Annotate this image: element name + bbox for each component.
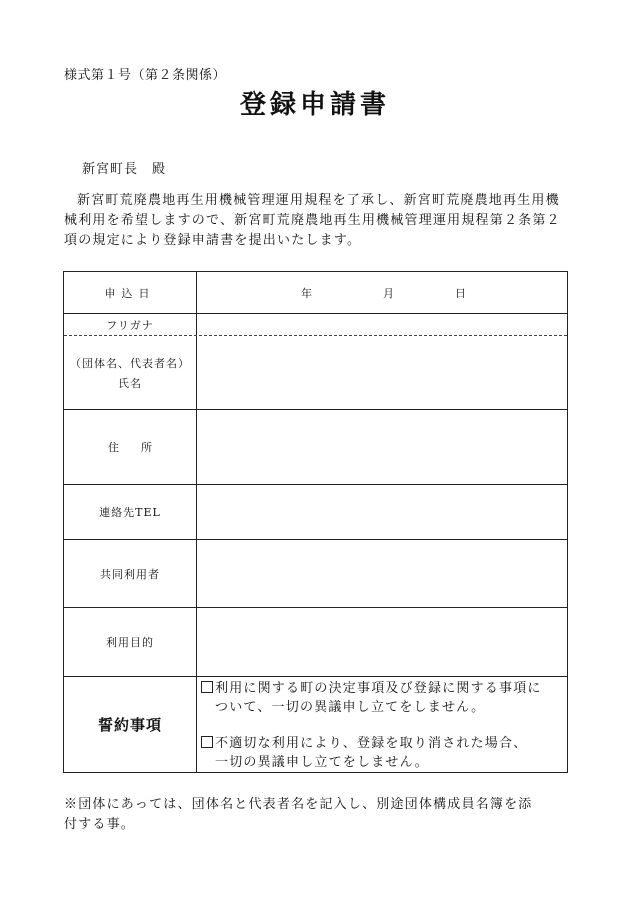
- name-label-cell: [64, 336, 197, 409]
- footnote: [64, 795, 584, 835]
- document-title: 登録申請書: [239, 90, 390, 120]
- name-field[interactable]: [197, 336, 567, 409]
- application-date-field[interactable]: [197, 272, 567, 313]
- checkbox[interactable]: [201, 681, 213, 693]
- contact-label: 連絡先TEL: [99, 506, 161, 519]
- name-sub-label: （団体名、代表者名）: [70, 356, 190, 370]
- purpose-label: 利用目的: [106, 636, 154, 649]
- intro-line: 新宮町荒廃農地再生用機械管理運用規程を了承し、新宮町荒廃農地再生用機: [77, 193, 560, 208]
- application-date-row: [64, 272, 567, 314]
- pledge-1-text-cont: ついて、一切の異議申し立てをしません。: [215, 700, 486, 715]
- furigana-label: フリガナ: [106, 318, 154, 332]
- checkbox[interactable]: [201, 736, 213, 748]
- footnote-line: ※団体にあっては、団体名と代表者名を記入し、別途団体構成員名簿を添: [64, 797, 533, 812]
- intro-line: 項の規定により登録申請書を提出いたします。: [64, 233, 362, 248]
- name-row: [64, 336, 567, 410]
- co-users-label: 共同利用者: [100, 567, 160, 581]
- name-label: 氏名: [118, 376, 142, 390]
- purpose-label-cell: [64, 608, 197, 676]
- co-users-label-cell: [64, 540, 197, 607]
- address-label: 住所: [108, 441, 174, 454]
- address-field[interactable]: [197, 410, 567, 484]
- contact-row: [64, 485, 567, 540]
- pledge-2-text-cont: 一切の異議申し立てをしません。: [215, 755, 429, 770]
- oath-label-cell: [64, 677, 197, 772]
- month-label: 月: [383, 286, 394, 300]
- application-form-table: [63, 271, 568, 773]
- intro-paragraph: [64, 191, 584, 251]
- contact-label-cell: [64, 485, 197, 539]
- address-row: [64, 410, 567, 485]
- form-number: 様式第１号（第２条関係）: [64, 68, 227, 83]
- purpose-row: [64, 608, 567, 677]
- intro-line: 械利用を希望しますので、新宮町荒廃農地再生用機械管理運用規程第２条第２: [64, 213, 561, 228]
- pledge-1-text: 利用に関する町の決定事項及び登録に関する事項に: [215, 681, 542, 696]
- pledge-item-1: [201, 679, 542, 717]
- application-date-label-cell: [64, 272, 197, 313]
- co-users-field[interactable]: [197, 540, 567, 607]
- co-users-row: [64, 540, 567, 608]
- oath-label: 誓約事項: [97, 716, 162, 734]
- footnote-line: 付する事。: [64, 817, 136, 832]
- contact-field[interactable]: [197, 485, 567, 539]
- addressee: 新宮町長 殿: [82, 162, 167, 177]
- address-label-cell: [64, 410, 197, 484]
- oath-content: [197, 677, 567, 772]
- application-date-label: 申込日: [104, 286, 156, 300]
- furigana-label-cell: [64, 314, 197, 335]
- purpose-field[interactable]: [197, 608, 567, 676]
- day-label: 日: [455, 286, 466, 300]
- oath-row: [64, 677, 567, 772]
- furigana-row: [64, 314, 567, 336]
- pledge-item-2: [201, 734, 527, 772]
- pledge-2-text: 不適切な利用により、登録を取り消された場合、: [215, 736, 528, 751]
- year-label: 年: [301, 286, 312, 300]
- furigana-field[interactable]: [197, 314, 567, 335]
